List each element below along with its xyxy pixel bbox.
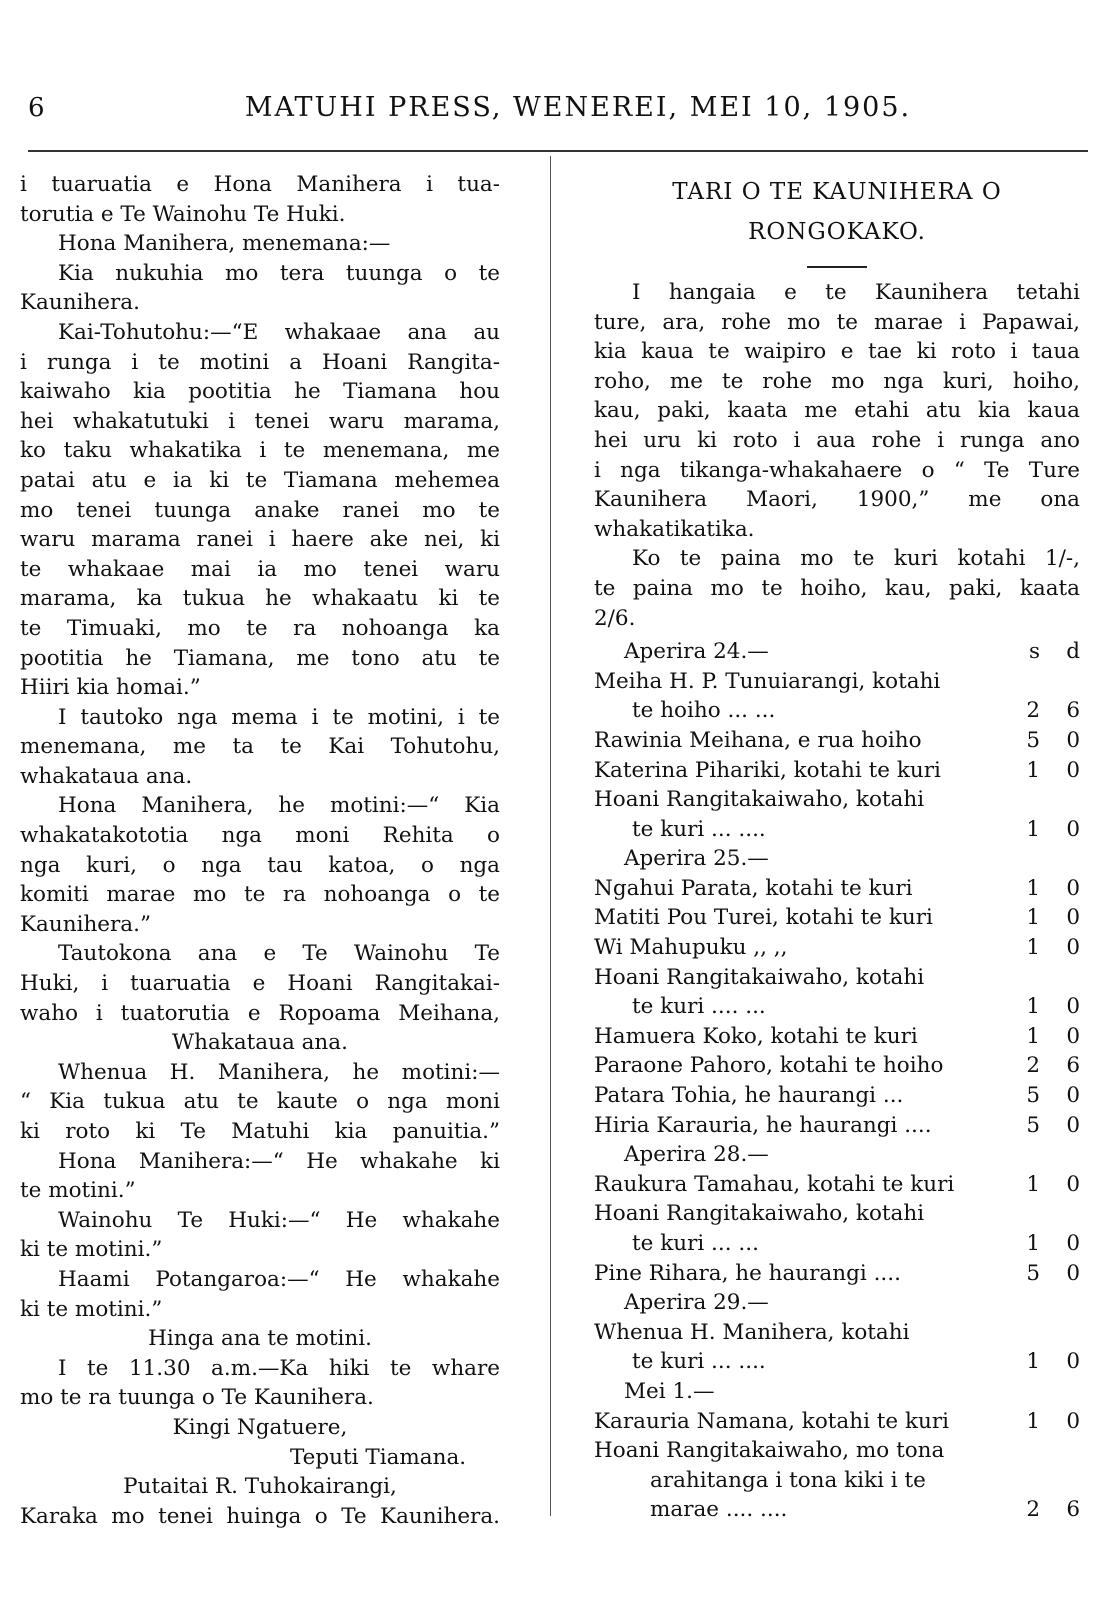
text-line: i runga i te motini a Hoani Rangita-: [20, 349, 500, 375]
ledger-description: te kuri ... ....: [632, 1349, 766, 1375]
text-line: kau, paki, kaata me etahi atu kia kaua: [594, 398, 1080, 424]
ledger-description: Whenua H. Manihera, kotahi: [594, 1319, 910, 1345]
ledger-row: [594, 1495, 1080, 1525]
ledger-description: te kuri ... ...: [632, 1231, 759, 1256]
ledger-description: Meiha H. P. Tunuiarangi, kotahi: [594, 668, 941, 694]
fines-paragraph: [594, 544, 1080, 633]
ledger-row: [594, 696, 1080, 726]
ledger-pence: 0: [1066, 994, 1080, 1020]
ledger-shillings: 1: [1026, 1408, 1040, 1434]
ledger-shillings: 1: [1026, 1231, 1040, 1256]
ledger-shillings: 5: [1026, 1260, 1040, 1286]
text-line: whakatakototia nga moni Rehita o: [20, 823, 500, 849]
ledger-row: [594, 1170, 1080, 1200]
ledger-pence: 0: [1066, 1112, 1080, 1138]
text-line: Whenua H. Manihera, he motini:—: [58, 1059, 500, 1085]
ledger-description: Hiria Karauria, he haurangi ....: [594, 1112, 932, 1138]
ledger-row: [594, 756, 1080, 786]
text-line: Hona Manihera, menemana:—: [58, 231, 391, 257]
ledger-pence: d: [1066, 639, 1080, 665]
text-line: pootitia he Tiamana, me tono atu te: [20, 645, 500, 671]
text-line: i tuaruatia e Hona Manihera i tua-: [20, 172, 500, 197]
text-line: Huki, i tuaruatia e Hoani Rangitakai-: [20, 971, 500, 997]
ledger-row: [594, 1318, 1080, 1348]
text-line: hei whakatutuki i tenei waru marama,: [20, 408, 500, 434]
ledger-shillings: 1: [1026, 1023, 1040, 1049]
ledger-row: [594, 667, 1080, 697]
text-line: “ Kia tukua atu te kaute o nga moni: [20, 1089, 500, 1115]
ledger-row: [594, 1347, 1080, 1377]
notice-paragraph: [594, 278, 1080, 544]
text-line: te paina mo te hoiho, kau, paki, kaata: [594, 575, 1080, 601]
ledger-pence: 0: [1066, 935, 1080, 961]
ledger-date: [594, 637, 1080, 667]
column-divider: [550, 156, 551, 1516]
ledger-shillings: 1: [1026, 1349, 1040, 1375]
text-line: mo tenei tuunga anake ranei mo te: [20, 497, 500, 523]
text-line: Kaunihera.: [20, 290, 140, 316]
section-heading: TARI O TE KAUNIHERA O: [672, 179, 1002, 205]
ledger-row: [594, 785, 1080, 815]
text-line: Hinga ana te motini.: [148, 1326, 372, 1352]
ledger-date: [594, 844, 1080, 874]
ledger-shillings: s: [1028, 639, 1040, 665]
ledger-date: [594, 1140, 1080, 1170]
text-line: i nga tikanga-whakahaere o “ Te Ture: [594, 457, 1080, 483]
text-line: 2/6.: [594, 605, 636, 631]
header-rule: [28, 150, 1088, 152]
ledger-pence: 0: [1066, 1083, 1080, 1109]
text-line: ko taku whakatika i te menemana, me: [20, 438, 500, 464]
ledger-shillings: 2: [1026, 698, 1040, 724]
ledger-pence: 0: [1066, 905, 1080, 931]
page-header: [28, 88, 1068, 128]
ledger-row: [594, 1081, 1080, 1111]
text-line: I te 11.30 a.m.—Ka hiki te whare: [58, 1355, 500, 1381]
text-line: te motini.”: [20, 1178, 136, 1204]
section-heading: RONGOKAKO.: [748, 219, 926, 245]
ledger-shillings: 1: [1026, 875, 1040, 901]
ledger-pence: 0: [1066, 1171, 1080, 1197]
text-line: patai atu e ia ki te Tiamana mehemea: [20, 467, 500, 493]
fines-ledger: [594, 637, 1080, 1525]
text-line: komiti marae mo te ra nohoanga o te: [20, 882, 500, 908]
ledger-row: [594, 963, 1080, 993]
text-line: kia kaua te waipiro e tae ki roto i taua: [594, 339, 1080, 365]
ledger-description: Paraone Pahoro, kotahi te hoiho: [594, 1053, 944, 1079]
text-line: Ko te paina mo te kuri kotahi 1/-,: [632, 546, 1080, 572]
ledger-row: [594, 903, 1080, 933]
text-line: mo te ra tuunga o Te Kaunihera.: [20, 1385, 374, 1411]
text-line: Hona Manihera, he motini:—“ Kia: [58, 793, 500, 819]
ledger-shillings: 2: [1026, 1053, 1040, 1079]
ledger-row: [594, 1199, 1080, 1229]
text-line: nga kuri, o nga tau katoa, o nga: [20, 852, 500, 878]
ledger-description: Hoani Rangitakaiwaho, kotahi: [594, 964, 925, 990]
ledger-description: Aperira 24.—: [624, 639, 769, 665]
ledger-description: Pine Rihara, he haurangi ....: [594, 1260, 901, 1286]
ledger-description: Raukura Tamahau, kotahi te kuri: [594, 1171, 955, 1197]
ledger-row: [594, 1407, 1080, 1437]
ledger-shillings: 5: [1026, 727, 1040, 753]
text-line: Whakataua ana.: [172, 1030, 348, 1056]
signature-name: Putaitai R. Tuhokairangi,: [123, 1474, 397, 1500]
text-line: ki te motini.”: [20, 1296, 163, 1322]
ledger-shillings: 1: [1026, 1171, 1040, 1197]
ledger-description: Hamuera Koko, kotahi te kuri: [594, 1023, 918, 1049]
ledger-date: [594, 1288, 1080, 1318]
text-line: menemana, me ta te Kai Tohutohu,: [20, 734, 500, 760]
heading-rule: [807, 266, 867, 268]
text-line: roho, me te rohe mo nga kuri, hoiho,: [594, 368, 1080, 394]
text-line: Tautokona ana e Te Wainohu Te: [58, 941, 500, 967]
ledger-pence: 6: [1066, 1497, 1080, 1523]
ledger-row: [594, 874, 1080, 904]
text-line: whakatikatika.: [594, 516, 755, 542]
ledger-description: Wi Mahupuku ,, ,,: [594, 935, 788, 961]
ledger-row: [594, 1436, 1080, 1466]
text-line: Wainohu Te Huki:—“ He whakahe: [58, 1207, 500, 1233]
text-line: hei uru ki roto i aua rohe i runga ano: [594, 427, 1080, 453]
right-column: [594, 172, 1080, 1525]
ledger-description: Aperira 29.—: [624, 1290, 769, 1316]
text-line: ture, ara, rohe mo te marae i Papawai,: [594, 309, 1080, 335]
text-line: ki roto ki Te Matuhi kia panuitia.”: [20, 1119, 500, 1144]
text-line: te whakaae mai ia mo tenei waru: [20, 556, 500, 582]
ledger-shillings: 5: [1026, 1112, 1040, 1138]
ledger-pence: 0: [1066, 816, 1080, 842]
ledger-row: [594, 1111, 1080, 1141]
ledger-description: Aperira 25.—: [624, 846, 769, 872]
text-line: waho i tuatorutia e Ropoama Meihana,: [20, 1000, 500, 1026]
ledger-pence: 0: [1066, 757, 1080, 783]
ledger-description: Hoani Rangitakaiwaho, mo tona: [594, 1438, 945, 1464]
ledger-description: Karauria Namana, kotahi te kuri: [594, 1408, 950, 1434]
ledger-description: marae .... ....: [650, 1497, 788, 1523]
left-column: [20, 170, 500, 1531]
ledger-pence: 0: [1066, 727, 1080, 753]
ledger-description: Rawinia Meihana, e rua hoiho: [594, 727, 922, 753]
ledger-shillings: 1: [1026, 935, 1040, 961]
ledger-pence: 0: [1066, 875, 1080, 901]
page-number: 6: [28, 93, 45, 123]
ledger-description: arahitanga i tona kiki i te: [650, 1467, 926, 1493]
ledger-description: te kuri .... ...: [632, 994, 766, 1020]
ledger-description: Matiti Pou Turei, kotahi te kuri: [594, 905, 933, 931]
ledger-pence: 0: [1066, 1260, 1080, 1286]
ledger-row: [594, 1259, 1080, 1289]
text-line: ki te motini.”: [20, 1237, 163, 1263]
text-line: I hangaia e te Kaunihera tetahi: [632, 280, 1080, 305]
ledger-description: Aperira 28.—: [624, 1142, 769, 1168]
ledger-pence: 0: [1066, 1231, 1080, 1256]
text-line: kaiwaho kia pootitia he Tiamana hou: [20, 379, 500, 405]
ledger-pence: 0: [1066, 1023, 1080, 1049]
ledger-shillings: 1: [1026, 816, 1040, 842]
ledger-description: Hoani Rangitakaiwaho, kotahi: [594, 1201, 925, 1227]
text-line: I tautoko nga mema i te motini, i te: [58, 704, 500, 730]
ledger-shillings: 1: [1026, 994, 1040, 1020]
ledger-row: [594, 992, 1080, 1022]
ledger-row: [594, 815, 1080, 845]
ledger-description: Mei 1.—: [624, 1378, 715, 1404]
text-line: Hiiri kia homai.”: [20, 675, 201, 701]
text-line: Kaunihera.”: [20, 911, 151, 937]
ledger-row: [594, 1466, 1080, 1496]
ledger-description: Hoani Rangitakaiwaho, kotahi: [594, 787, 925, 813]
ledger-date: [594, 1377, 1080, 1407]
text-line: Kia nukuhia mo tera tuunga o te: [58, 260, 500, 286]
ledger-row: [594, 1022, 1080, 1052]
text-line: Kaunihera Maori, 1900,” me ona: [594, 487, 1080, 513]
signature-name: Kingi Ngatuere,: [172, 1414, 348, 1440]
ledger-shillings: 2: [1026, 1497, 1040, 1523]
ledger-shillings: 1: [1026, 757, 1040, 783]
ledger-pence: 0: [1066, 1349, 1080, 1375]
ledger-shillings: 5: [1026, 1083, 1040, 1109]
ledger-row: [594, 1229, 1080, 1259]
text-line: Haami Potangaroa:—“ He whakahe: [58, 1266, 500, 1292]
ledger-pence: 6: [1066, 1053, 1080, 1079]
text-line: te Timuaki, mo te ra nohoanga ka: [20, 615, 500, 641]
text-line: marama, ka tukua he whakaatu ki te: [20, 586, 500, 612]
text-line: whakataua ana.: [20, 763, 193, 789]
ledger-row: [594, 933, 1080, 963]
ledger-description: Ngahui Parata, kotahi te kuri: [594, 875, 913, 901]
newspaper-masthead: MATUHI PRESS, WENEREI, MEI 10, 1905.: [244, 92, 912, 123]
signature-title: Teputi Tiamana.: [290, 1444, 467, 1470]
text-line: waru marama ranei i haere ake nei, ki: [20, 527, 500, 553]
text-line: Hona Manihera:—“ He whakahe ki: [58, 1148, 500, 1174]
text-line: Kai-Tohutohu:—“E whakaae ana au: [58, 319, 500, 345]
ledger-description: te hoiho ... ...: [632, 698, 776, 724]
ledger-row: [594, 726, 1080, 756]
ledger-pence: 0: [1066, 1408, 1080, 1434]
ledger-description: Patara Tohia, he haurangi ...: [594, 1083, 904, 1109]
ledger-shillings: 1: [1026, 905, 1040, 931]
text-line: torutia e Te Wainohu Te Huki.: [20, 201, 346, 227]
ledger-pence: 6: [1066, 698, 1080, 724]
ledger-description: te kuri ... ....: [632, 816, 766, 842]
ledger-description: Katerina Pihariki, kotahi te kuri: [594, 757, 941, 783]
signature-title: Karaka mo tenei huinga o Te Kaunihera.: [20, 1503, 500, 1529]
ledger-row: [594, 1051, 1080, 1081]
